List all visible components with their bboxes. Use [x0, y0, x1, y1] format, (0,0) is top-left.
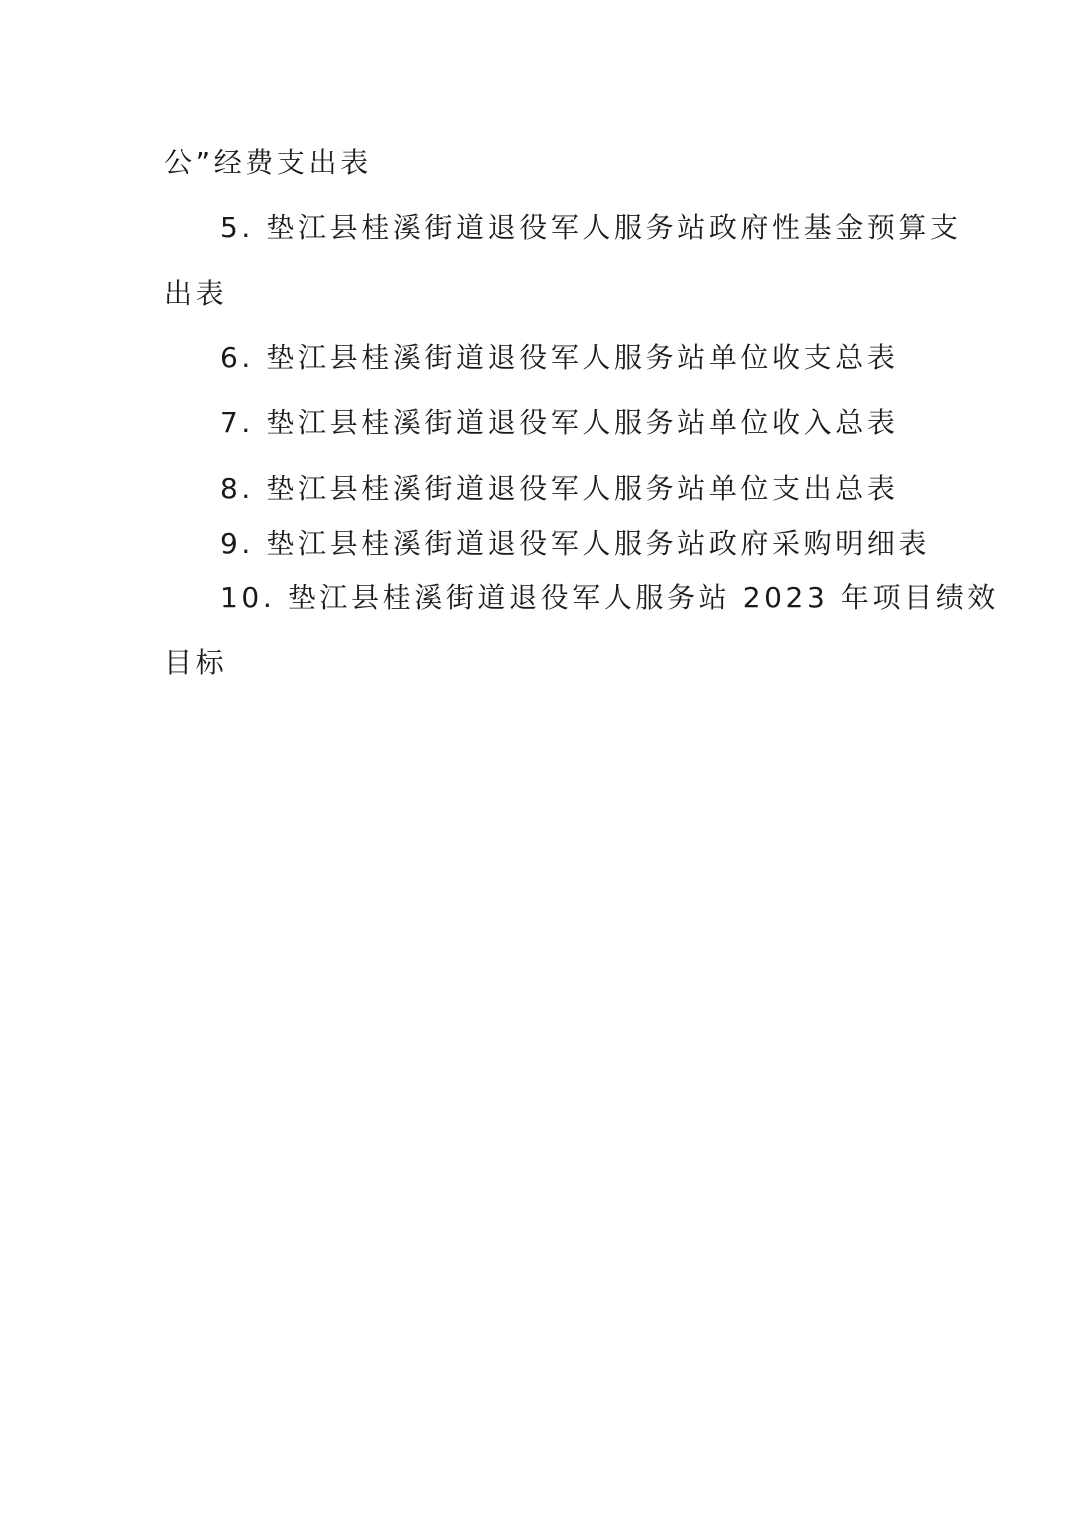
list-item-5: 5. 垫江县桂溪街道退役军人服务站政府性基金预算支	[220, 211, 962, 244]
list-item-9: 9. 垫江县桂溪街道退役军人服务站政府采购明细表	[220, 527, 931, 560]
text-line-continuation-10: 目标	[164, 646, 228, 679]
list-item-7: 7. 垫江县桂溪街道退役军人服务站单位收入总表	[220, 406, 899, 439]
list-item-8: 8. 垫江县桂溪街道退役军人服务站单位支出总表	[220, 472, 899, 505]
list-item-6: 6. 垫江县桂溪街道退役军人服务站单位收支总表	[220, 341, 899, 374]
text-line-continuation-4: 公”经费支出表	[164, 146, 372, 179]
list-item-10: 10. 垫江县桂溪街道退役军人服务站 2023 年项目绩效	[220, 581, 999, 614]
text-line-continuation-5: 出表	[164, 277, 228, 310]
